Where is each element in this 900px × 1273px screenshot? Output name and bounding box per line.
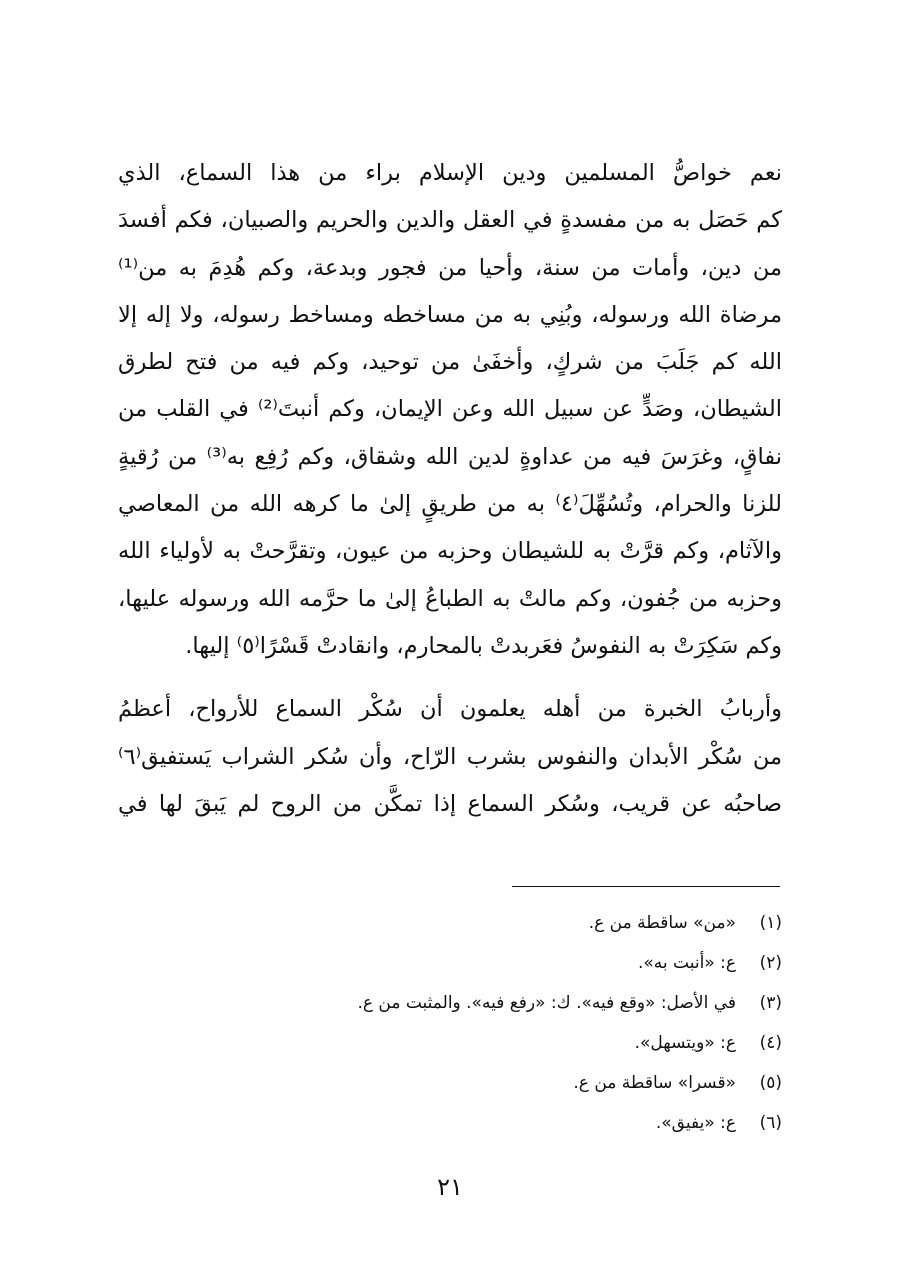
- footnote-number: (٤): [759, 1033, 782, 1053]
- footnote-number: (٥): [759, 1073, 782, 1093]
- text-line: مرضاة الله ورسوله، وبُنِي به من مساخطه ومساخط رسوله، ولا إله إلا: [118, 301, 782, 328]
- main-text: [118, 150, 782, 828]
- footnote-number: (٢): [759, 953, 782, 973]
- footnote-text: ع: «يفيق».: [655, 1113, 736, 1133]
- footnote-text: ع: «أنبت به».: [637, 953, 736, 973]
- footnote-1: [118, 903, 782, 943]
- footnote-6: [118, 1103, 782, 1143]
- text-line: وحزبه من جُفون، وكم مالتْ به الطباعُ إلىٰ ما حرَّمه الله ورسوله عليها،: [118, 585, 782, 612]
- footnote-2: [118, 943, 782, 983]
- footnote-3: [118, 983, 782, 1023]
- text-line: وكم سَكِرَتْ به النفوسُ فعَربدتْ بالمحارم، وانقادتْ قَسْرًا⁽٥⁾ إليها.: [185, 632, 782, 659]
- text-line: نعم خواصُّ المسلمين ودين الإسلام براء من هذا السماع، الذي: [118, 160, 782, 186]
- footnote-divider: [512, 886, 780, 887]
- text-line: الله كم جَلَبَ من شركٍ، وأخفَىٰ من توحيد، وكم فيه من فتح لطرق: [118, 349, 782, 376]
- paragraph-1: [118, 150, 782, 670]
- text-line: من سُكْر الأبدان والنفوس بشرب الرّاح، وأن سُكر الشراب يَستفيق⁽٦⁾: [118, 743, 782, 770]
- text-line: وأربابُ الخبرة من أهله يعلمون أن سُكْر السماع للأرواح، أعظمُ: [118, 696, 782, 723]
- footnotes: [118, 903, 782, 1143]
- text-line: للزنا والحرام، وتُسُهِّلَ⁽٤⁾ به من طريقٍ إلىٰ ما كرهه الله من المعاصي: [118, 491, 782, 518]
- footnote-text: في الأصل: «وقع فيه». ك: «رفع فيه». والمثبت من ع.: [357, 993, 736, 1013]
- footnote-number: (١): [759, 913, 782, 933]
- paragraph-gap: [118, 670, 782, 686]
- text-line: كم حَصَل به من مفسدةٍ في العقل والدين والحريم والصبيان، فكم أفسدَ: [118, 207, 782, 234]
- footnote-4: [118, 1023, 782, 1063]
- footnote-text: «قسرا» ساقطة من ع.: [573, 1073, 736, 1093]
- text-line: صاحبُه عن قريب، وسُكر السماع إذا تمكَّن من الروح لم يَبقَ لها في: [118, 790, 782, 817]
- footnote-5: [118, 1063, 782, 1103]
- text-line: الشيطان، وصَدٍّ عن سبيل الله وعن الإيمان، وكم أنبتَ⁽²⁾ في القلب من: [118, 396, 782, 423]
- footnote-text: ع: «ويتسهل».: [634, 1033, 736, 1053]
- text-line: نفاقٍ، وغرَسَ فيه من عداوةٍ لدين الله وشقاق، وكم رُفِع به⁽³⁾ من رُقيةٍ: [118, 443, 782, 470]
- footnote-number: (٣): [759, 993, 782, 1013]
- footnote-number: (٦): [759, 1113, 782, 1133]
- text-line: والآثام، وكم قرَّتْ به للشيطان وحزبه من عيون، وتقرَّحتْ به لأولياء الله: [118, 538, 782, 565]
- footnote-text: «من» ساقطة من ع.: [588, 913, 736, 933]
- page-number: ٢١: [437, 1173, 463, 1201]
- text-line: من دين، وأمات من سنة، وأحيا من فجور وبدعة، وكم هُدِمَ به من⁽¹⁾: [118, 254, 782, 281]
- paragraph-2: [118, 686, 782, 828]
